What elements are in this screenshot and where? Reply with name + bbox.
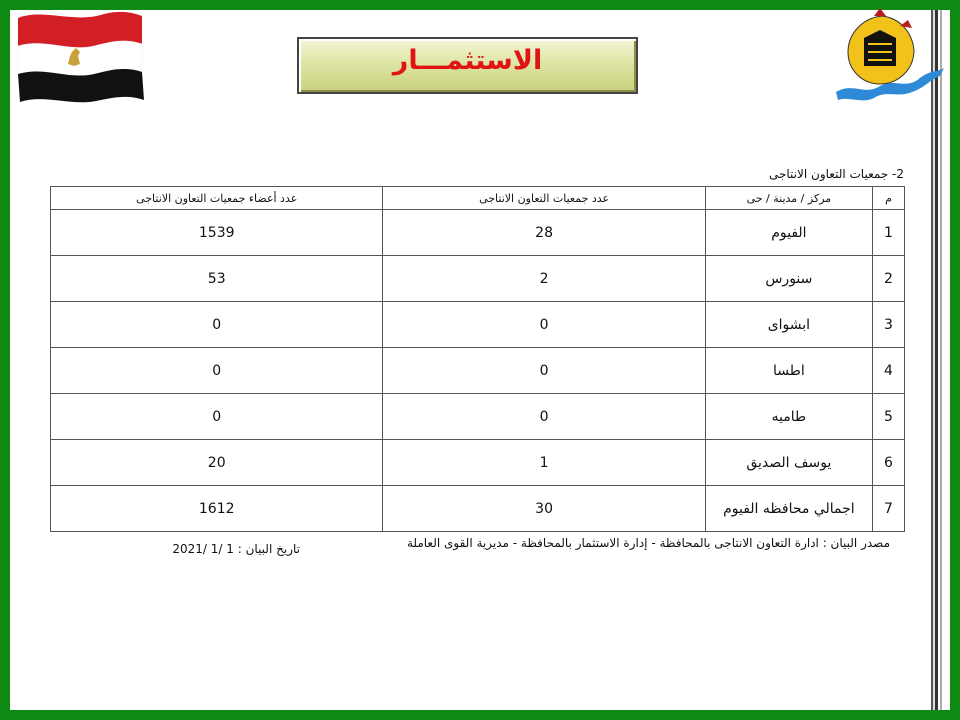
- table-header-row: [51, 187, 905, 210]
- table-row: [51, 394, 905, 440]
- row-count: 30: [383, 486, 705, 532]
- row-no: 1: [872, 210, 904, 256]
- row-count: 0: [383, 348, 705, 394]
- table-row-total: [51, 486, 905, 532]
- row-no: 6: [872, 440, 904, 486]
- row-members: 1612: [51, 486, 383, 532]
- header-count: عدد جمعيات التعاون الانتاجى: [383, 187, 705, 210]
- data-date-note: تاريخ البيان : 1 /1 /2021: [172, 542, 300, 556]
- header-name: مركز / مدينة / حى: [705, 187, 872, 210]
- row-count: 0: [383, 302, 705, 348]
- table-row: [51, 210, 905, 256]
- row-name: سنورس: [705, 256, 872, 302]
- row-count: 0: [383, 394, 705, 440]
- table-row: [51, 256, 905, 302]
- row-count: 28: [383, 210, 705, 256]
- header-members: عدد أعضاء جمعيات التعاون الانتاجى: [51, 187, 383, 210]
- row-members: 20: [51, 440, 383, 486]
- decorative-side-bars: [928, 10, 950, 710]
- row-name: ابشواى: [705, 302, 872, 348]
- row-name: اطسا: [705, 348, 872, 394]
- row-members: 53: [51, 256, 383, 302]
- row-no: 7: [872, 486, 904, 532]
- row-name: الفيوم: [705, 210, 872, 256]
- cooperatives-table: [50, 186, 905, 532]
- title-box: [297, 37, 638, 94]
- row-no: 3: [872, 302, 904, 348]
- page-title: الاستثمـــار: [392, 45, 543, 76]
- row-no: 4: [872, 348, 904, 394]
- row-no: 5: [872, 394, 904, 440]
- row-name: يوسف الصديق: [705, 440, 872, 486]
- row-members: 0: [51, 394, 383, 440]
- row-members: 1539: [51, 210, 383, 256]
- section-title: 2- جمعيات التعاون الانتاجى: [768, 167, 904, 181]
- governorate-logo-icon: [834, 8, 946, 106]
- row-members: 0: [51, 302, 383, 348]
- row-members: 0: [51, 348, 383, 394]
- data-source-note: مصدر البيان : ادارة التعاون الانتاجى بالمحافظة - إدارة الاستثمار بالمحافظة - مديرية القوى العاملة: [406, 536, 890, 550]
- row-no: 2: [872, 256, 904, 302]
- table-row: [51, 302, 905, 348]
- row-name: طاميه: [705, 394, 872, 440]
- header-no: م: [872, 187, 904, 210]
- table-row: [51, 348, 905, 394]
- egypt-flag-icon: [14, 8, 146, 103]
- table-row: [51, 440, 905, 486]
- row-name: اجمالي محافظه الفيوم: [705, 486, 872, 532]
- row-count: 1: [383, 440, 705, 486]
- row-count: 2: [383, 256, 705, 302]
